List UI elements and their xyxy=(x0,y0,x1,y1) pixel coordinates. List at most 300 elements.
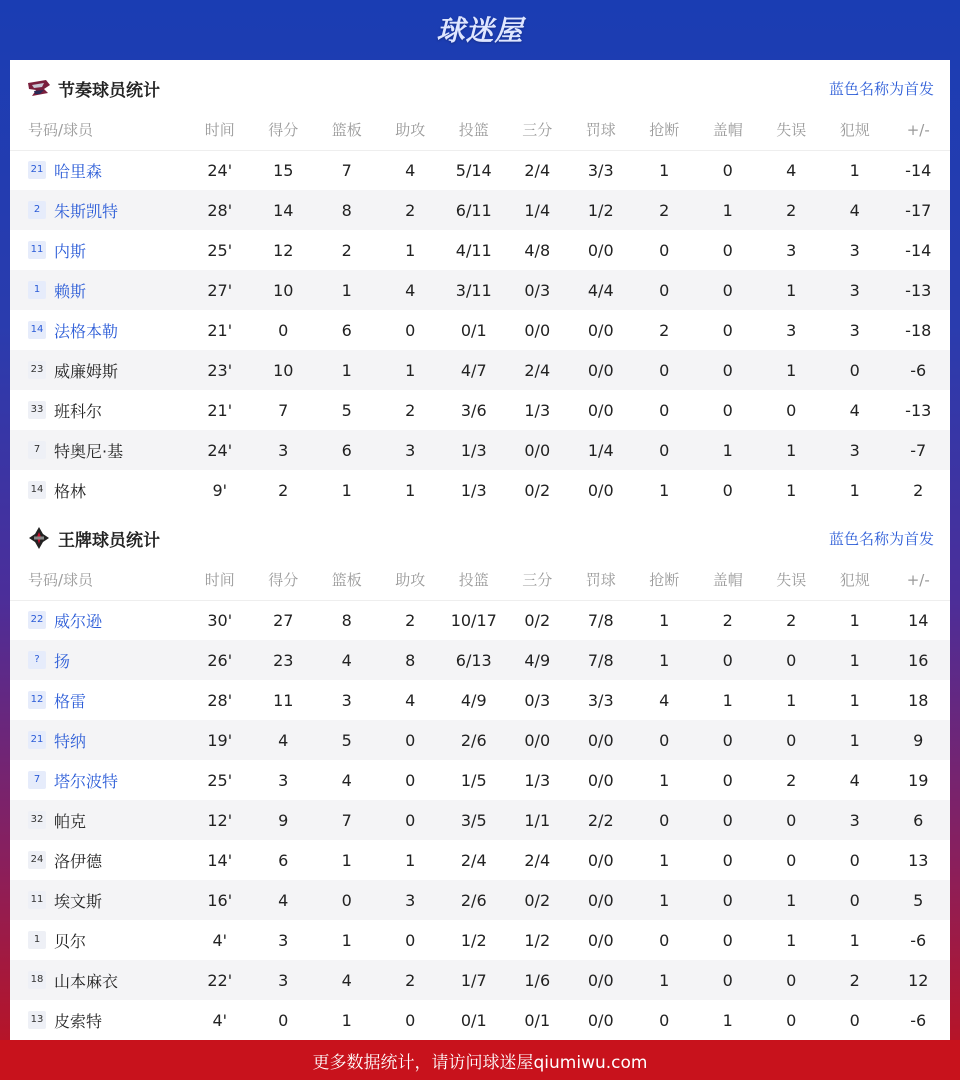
stat-cell: 15 xyxy=(273,160,294,180)
stat-cell: 6 xyxy=(315,430,379,470)
stat-cell: 2 xyxy=(659,320,670,340)
player-cell xyxy=(10,350,188,390)
stat-cell: 7 xyxy=(341,160,352,180)
stat-cell: 0 xyxy=(696,960,760,1000)
player-cell[interactable] xyxy=(10,680,188,720)
stat-cell: 30' xyxy=(207,610,233,630)
stat-cell: 4/7 xyxy=(442,350,506,390)
stat-cell: 0/0 xyxy=(587,930,614,950)
player-cell[interactable] xyxy=(10,720,188,760)
stat-cell: 1/6 xyxy=(506,960,570,1000)
player-name: 帕克 xyxy=(54,811,87,831)
jersey-number-badge: 21 xyxy=(28,731,46,749)
stat-cell: 3/5 xyxy=(442,800,506,840)
stat-cell: 0 xyxy=(696,800,760,840)
stat-cell: 0 xyxy=(722,480,733,500)
stat-cell: 1 xyxy=(405,480,416,500)
stat-cell: 0 xyxy=(379,720,443,760)
stat-cell: 4 xyxy=(823,190,887,230)
stat-cell: 0/3 xyxy=(524,690,551,710)
stat-cell: 0/0 xyxy=(587,480,614,500)
footer-banner[interactable] xyxy=(0,1040,960,1080)
player-row xyxy=(10,760,950,800)
stat-cell: 3 xyxy=(849,240,860,260)
stat-cell: 7 xyxy=(278,400,289,420)
stat-cell: 0/3 xyxy=(506,270,570,310)
jersey-number-badge: 18 xyxy=(28,971,46,989)
stat-cell: 3 xyxy=(786,240,797,260)
team-title: 王牌球员统计 xyxy=(58,530,160,551)
stat-cell: 0 xyxy=(405,930,416,950)
column-header: 失误 xyxy=(760,110,824,150)
jersey-number-badge: 24 xyxy=(28,851,46,869)
stat-cell: 1/2 xyxy=(569,190,633,230)
stat-cell: 7 xyxy=(315,800,379,840)
player-row xyxy=(10,150,950,190)
stat-cell: 28' xyxy=(188,190,252,230)
stat-cell: 1 xyxy=(760,270,824,310)
stat-cell: 0 xyxy=(786,1010,797,1030)
stat-cell: 1 xyxy=(315,270,379,310)
player-cell xyxy=(10,1000,188,1040)
jersey-number-badge: 7 xyxy=(28,771,46,789)
stat-cell: 1/3 xyxy=(524,400,551,420)
stat-cell: 1 xyxy=(849,160,860,180)
table-header-row xyxy=(10,560,950,600)
stat-cell: 1 xyxy=(341,1010,352,1030)
stat-cell: 1 xyxy=(341,850,352,870)
stat-cell: 2 xyxy=(379,960,443,1000)
stat-cell: 0 xyxy=(786,850,797,870)
column-header: +/- xyxy=(887,110,951,150)
jersey-number-badge: 11 xyxy=(28,241,46,259)
stat-cell: 3 xyxy=(341,690,352,710)
stat-cell: 1/2 xyxy=(460,930,487,950)
stat-cell: 3 xyxy=(823,270,887,310)
stat-cell: 0 xyxy=(659,930,670,950)
stat-cell: 0 xyxy=(315,880,379,920)
site-logo[interactable] xyxy=(0,0,960,58)
stat-cell: 1/1 xyxy=(506,800,570,840)
stat-cell: 0/2 xyxy=(524,480,551,500)
player-cell[interactable] xyxy=(10,230,188,270)
stat-cell: 0 xyxy=(760,960,824,1000)
stat-cell: 4 xyxy=(379,270,443,310)
stat-cell: 4 xyxy=(786,160,797,180)
player-cell[interactable] xyxy=(10,150,188,190)
column-header: 投篮 xyxy=(442,110,506,150)
stat-cell: 24' xyxy=(207,160,233,180)
stat-cell: -13 xyxy=(905,400,932,420)
stat-cell: 3 xyxy=(379,880,443,920)
stat-cell: 6 xyxy=(341,320,352,340)
stat-cell: 0/1 xyxy=(460,320,487,340)
stat-cell: 4 xyxy=(405,690,416,710)
player-cell xyxy=(10,960,188,1000)
stat-cell: 0/0 xyxy=(524,320,551,340)
column-header: 时间 xyxy=(188,110,252,150)
stat-cell: 0 xyxy=(760,800,824,840)
stat-cell: 2 xyxy=(786,770,797,790)
player-cell[interactable] xyxy=(10,640,188,680)
stat-cell: 1 xyxy=(849,610,860,630)
stat-cell: 27 xyxy=(273,610,294,630)
jersey-number-badge: 13 xyxy=(28,1011,46,1029)
stat-cell: 0 xyxy=(659,1010,670,1030)
stat-cell: 4' xyxy=(212,1010,228,1030)
stat-cell: 19 xyxy=(908,770,929,790)
stat-cell: 4/11 xyxy=(455,240,492,260)
player-cell[interactable] xyxy=(10,270,188,310)
column-header: 罚球 xyxy=(569,560,633,600)
stat-cell: 8 xyxy=(379,640,443,680)
stat-cell: 0/0 xyxy=(506,720,570,760)
player-cell[interactable] xyxy=(10,190,188,230)
stat-cell: 4 xyxy=(849,400,860,420)
stat-cell: 6 xyxy=(887,800,951,840)
starter-note: 蓝色名称为首发 xyxy=(828,79,934,98)
stat-cell: 0/0 xyxy=(506,430,570,470)
stat-cell: 3/3 xyxy=(587,160,614,180)
stat-cell: 2/6 xyxy=(442,880,506,920)
stat-cell: 0 xyxy=(722,240,733,260)
stat-cell: 1/3 xyxy=(524,770,551,790)
stat-cell: 0 xyxy=(823,880,887,920)
stat-cell: 0 xyxy=(278,1010,289,1030)
stat-cell: 1/7 xyxy=(442,960,506,1000)
stat-cell: 1 xyxy=(633,960,697,1000)
stat-cell: 4' xyxy=(212,930,228,950)
stat-cell: 4 xyxy=(315,640,379,680)
player-row xyxy=(10,880,950,920)
column-header: 助攻 xyxy=(379,110,443,150)
player-name-link[interactable]: 威尔逊 xyxy=(54,611,103,631)
stat-cell: 2 xyxy=(405,610,416,630)
player-name-link[interactable]: 格雷 xyxy=(54,691,87,711)
stat-cell: 14 xyxy=(908,610,929,630)
stat-cell: 0 xyxy=(278,320,289,340)
stat-cell: 7/8 xyxy=(569,640,633,680)
stat-cell: 1 xyxy=(786,480,797,500)
stat-cell: 4/4 xyxy=(569,270,633,310)
stat-cell: -14 xyxy=(905,240,932,260)
stat-cell: 12' xyxy=(188,800,252,840)
stat-cell: 3 xyxy=(849,320,860,340)
stat-cell: 0/0 xyxy=(587,400,614,420)
player-row xyxy=(10,310,950,350)
stat-cell: 7/8 xyxy=(587,610,614,630)
player-name: 特奥尼·基 xyxy=(54,441,124,461)
stat-cell: 0 xyxy=(633,350,697,390)
stat-cell: 1 xyxy=(786,930,797,950)
player-row xyxy=(10,720,950,760)
stat-cell: 1 xyxy=(760,350,824,390)
stat-cell: -7 xyxy=(887,430,951,470)
stat-cell: -6 xyxy=(910,1010,927,1030)
stat-cell: 4/9 xyxy=(460,690,487,710)
stat-cell: 2 xyxy=(913,480,924,500)
jersey-number-badge: 22 xyxy=(28,611,46,629)
stat-cell: 1/2 xyxy=(524,930,551,950)
stat-cell: 1 xyxy=(341,480,352,500)
player-cell xyxy=(10,390,188,430)
player-cell[interactable] xyxy=(10,310,188,350)
stat-cell: 16 xyxy=(887,640,951,680)
stat-cell: 1/5 xyxy=(460,770,487,790)
stat-cell: 0/0 xyxy=(569,960,633,1000)
stat-cell: 1/4 xyxy=(506,190,570,230)
stat-cell: 3 xyxy=(823,430,887,470)
stat-cell: 12 xyxy=(273,240,294,260)
stat-cell: 2/6 xyxy=(442,720,506,760)
stat-cell: 11 xyxy=(273,690,294,710)
player-name: 格林 xyxy=(54,481,87,501)
stat-cell: 23 xyxy=(252,640,316,680)
stat-cell: 2 xyxy=(379,190,443,230)
site-logo-text: 球迷屋 xyxy=(436,14,524,47)
stat-cell: 0 xyxy=(696,880,760,920)
player-cell xyxy=(10,430,188,470)
column-header: 时间 xyxy=(188,560,252,600)
player-row xyxy=(10,1000,950,1040)
stat-cell: 1 xyxy=(786,690,797,710)
stat-cell: 0/0 xyxy=(587,770,614,790)
stat-cell: 0/0 xyxy=(587,320,614,340)
stat-cell: 0 xyxy=(659,240,670,260)
stat-cell: 0 xyxy=(696,270,760,310)
stat-cell: 1 xyxy=(659,610,670,630)
stat-cell: 13 xyxy=(908,850,929,870)
column-header: 号码/球员 xyxy=(10,110,188,150)
stat-cell: 24' xyxy=(188,430,252,470)
stat-cell: 1 xyxy=(405,850,416,870)
stat-cell: 8 xyxy=(315,190,379,230)
player-name: 山本麻衣 xyxy=(54,971,119,991)
stat-cell: 25' xyxy=(207,770,233,790)
stat-cell: 9 xyxy=(887,720,951,760)
stat-cell: 0 xyxy=(633,720,697,760)
stat-cell: 1 xyxy=(341,930,352,950)
player-name-link[interactable]: 法格本勒 xyxy=(54,321,119,341)
stat-cell: 0 xyxy=(405,320,416,340)
player-name-link[interactable]: 哈里森 xyxy=(54,161,103,181)
stat-cell: 0/0 xyxy=(587,850,614,870)
team-stats-table-aces xyxy=(10,560,950,1040)
stat-cell: 1 xyxy=(849,690,860,710)
stat-cell: 1 xyxy=(659,770,670,790)
stat-cell: 0/1 xyxy=(524,1010,551,1030)
stat-cell: 1 xyxy=(696,190,760,230)
player-name-link[interactable]: 内斯 xyxy=(54,241,87,261)
stat-cell: 0 xyxy=(722,160,733,180)
stat-cell: 6 xyxy=(278,850,289,870)
column-header: 篮板 xyxy=(315,110,379,150)
stat-cell: 4 xyxy=(252,720,316,760)
stat-cell: 4 xyxy=(315,960,379,1000)
stat-cell: 2 xyxy=(823,960,887,1000)
stat-cell: 21' xyxy=(207,320,233,340)
stat-cell: 0/0 xyxy=(569,350,633,390)
stat-cell: 1 xyxy=(379,350,443,390)
team-title: 节奏球员统计 xyxy=(58,80,160,101)
player-row xyxy=(10,680,950,720)
column-header: 抢断 xyxy=(633,560,697,600)
stat-cell: 1 xyxy=(722,690,733,710)
player-row xyxy=(10,390,950,430)
stat-cell: 22' xyxy=(188,960,252,1000)
player-cell xyxy=(10,800,188,840)
stat-cell: 0/2 xyxy=(524,610,551,630)
aces-team-logo-icon xyxy=(26,527,52,549)
column-header: 犯规 xyxy=(823,110,887,150)
jersey-number-badge: 33 xyxy=(28,401,46,419)
stats-panel xyxy=(10,60,950,1040)
stat-cell: 1 xyxy=(659,160,670,180)
player-name-link[interactable]: 塔尔波特 xyxy=(54,771,119,791)
stat-cell: 3 xyxy=(786,320,797,340)
rhythm-team-logo-icon xyxy=(26,77,52,99)
column-header: 盖帽 xyxy=(696,110,760,150)
stat-cell: 6/11 xyxy=(442,190,506,230)
stat-cell: 21' xyxy=(207,400,233,420)
player-row xyxy=(10,270,950,310)
player-row xyxy=(10,350,950,390)
stat-cell: 3 xyxy=(823,800,887,840)
column-header: 得分 xyxy=(252,110,316,150)
jersey-number-badge: 14 xyxy=(28,481,46,499)
stat-cell: 0 xyxy=(823,350,887,390)
player-name-link[interactable]: 特纳 xyxy=(54,731,87,751)
stat-cell: 3/11 xyxy=(442,270,506,310)
stat-cell: 2 xyxy=(722,610,733,630)
jersey-number-badge: 11 xyxy=(28,891,46,909)
column-header: 投篮 xyxy=(442,560,506,600)
stat-cell: 0 xyxy=(722,770,733,790)
stat-cell: 28' xyxy=(207,690,233,710)
player-row xyxy=(10,190,950,230)
stat-cell: 0 xyxy=(722,320,733,340)
jersey-number-badge: 23 xyxy=(28,361,46,379)
stat-cell: 2 xyxy=(633,190,697,230)
column-header: 三分 xyxy=(506,110,570,150)
stat-cell: 1 xyxy=(659,480,670,500)
stat-cell: 4/8 xyxy=(524,240,551,260)
stat-cell: 0 xyxy=(633,270,697,310)
stat-cell: 0 xyxy=(659,400,670,420)
player-cell[interactable] xyxy=(10,760,188,800)
stat-cell: 3 xyxy=(252,960,316,1000)
column-header: +/- xyxy=(887,560,951,600)
stat-cell: 0 xyxy=(722,400,733,420)
stat-cell: 8 xyxy=(341,610,352,630)
player-cell xyxy=(10,840,188,880)
stat-cell: 0/0 xyxy=(587,1010,614,1030)
stat-cell: 3 xyxy=(278,770,289,790)
stat-cell: 5 xyxy=(887,880,951,920)
stat-cell: 9' xyxy=(212,480,228,500)
stat-cell: 0/1 xyxy=(460,1010,487,1030)
stat-cell: -13 xyxy=(887,270,951,310)
stat-cell: 1 xyxy=(760,430,824,470)
stat-cell: 2 xyxy=(405,400,416,420)
stat-cell: 1/3 xyxy=(442,430,506,470)
team-section-header-aces xyxy=(10,513,950,563)
player-cell xyxy=(10,880,188,920)
stat-cell: 14' xyxy=(207,850,233,870)
stat-cell: 16' xyxy=(188,880,252,920)
jersey-number-badge: 2 xyxy=(28,201,46,219)
player-name: 班科尔 xyxy=(54,401,103,421)
stat-cell: -17 xyxy=(887,190,951,230)
stat-cell: 1 xyxy=(633,640,697,680)
stat-cell: 26' xyxy=(188,640,252,680)
stat-cell: 1/4 xyxy=(569,430,633,470)
stat-cell: 19' xyxy=(188,720,252,760)
player-name-link[interactable]: 赖斯 xyxy=(54,281,87,301)
stat-cell: 2/4 xyxy=(524,850,551,870)
player-name: 埃文斯 xyxy=(54,891,103,911)
player-row xyxy=(10,800,950,840)
player-name-link[interactable]: 朱斯凯特 xyxy=(54,201,119,221)
stat-cell: 1 xyxy=(849,480,860,500)
stat-cell: 23' xyxy=(188,350,252,390)
stat-cell: 1 xyxy=(633,880,697,920)
stat-cell: 18 xyxy=(908,690,929,710)
stat-cell: 2 xyxy=(786,610,797,630)
player-row xyxy=(10,920,950,960)
stat-cell: 1 xyxy=(760,880,824,920)
stat-cell: 27' xyxy=(188,270,252,310)
player-row xyxy=(10,230,950,270)
stat-cell: 0/0 xyxy=(569,880,633,920)
player-name-link[interactable]: 扬 xyxy=(54,651,71,671)
stat-cell: -18 xyxy=(905,320,932,340)
stat-cell: 0/0 xyxy=(569,720,633,760)
stat-cell: 4 xyxy=(405,160,416,180)
stat-cell: 0 xyxy=(633,430,697,470)
stat-cell: 0 xyxy=(633,800,697,840)
stat-cell: 0 xyxy=(722,850,733,870)
player-cell[interactable] xyxy=(10,600,188,640)
stat-cell: 1 xyxy=(849,930,860,950)
stat-cell: 0 xyxy=(760,720,824,760)
stat-cell: 0/0 xyxy=(587,240,614,260)
jersey-number-badge: 1 xyxy=(28,281,46,299)
stat-cell: 4/9 xyxy=(506,640,570,680)
column-header: 篮板 xyxy=(315,560,379,600)
player-row xyxy=(10,640,950,680)
player-row xyxy=(10,600,950,640)
stat-cell: 2/4 xyxy=(460,850,487,870)
column-header: 三分 xyxy=(506,560,570,600)
stat-cell: 0 xyxy=(786,400,797,420)
player-name: 威廉姆斯 xyxy=(54,361,119,381)
stat-cell: 5 xyxy=(341,400,352,420)
stat-cell: 3 xyxy=(278,930,289,950)
stat-cell: 1 xyxy=(315,350,379,390)
stat-cell: 4 xyxy=(252,880,316,920)
stat-cell: 0 xyxy=(379,800,443,840)
jersey-number-badge: 1 xyxy=(28,931,46,949)
player-name: 皮索特 xyxy=(54,1011,103,1031)
column-header: 犯规 xyxy=(823,560,887,600)
jersey-number-badge: 14 xyxy=(28,321,46,339)
stat-cell: -6 xyxy=(887,350,951,390)
stat-cell: 0 xyxy=(722,930,733,950)
stat-cell: 12 xyxy=(887,960,951,1000)
stat-cell: -6 xyxy=(910,930,927,950)
column-header: 盖帽 xyxy=(696,560,760,600)
